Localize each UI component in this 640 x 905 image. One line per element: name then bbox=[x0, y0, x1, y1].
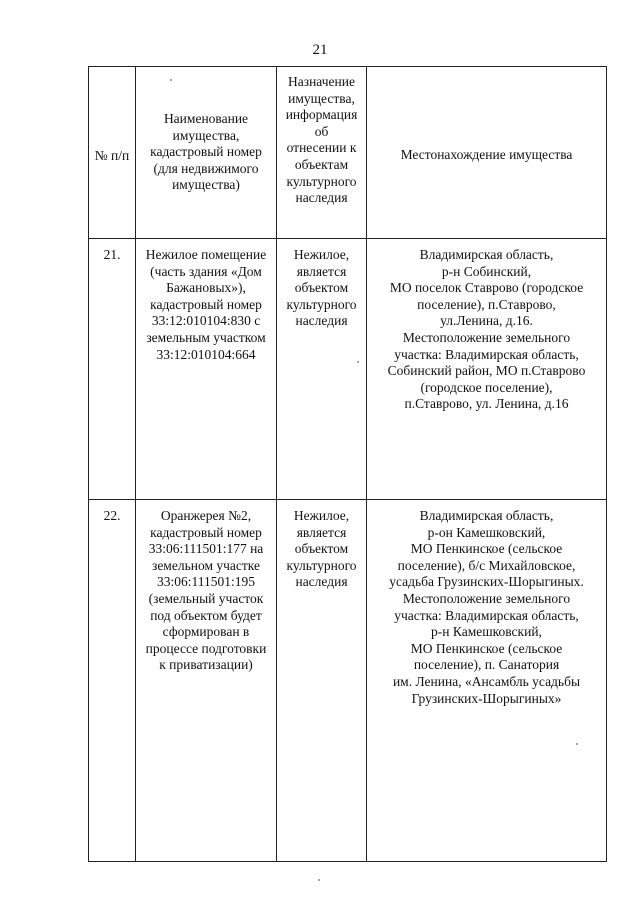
header-location-text: Местонахождение имущества bbox=[400, 147, 573, 163]
scan-speck bbox=[318, 879, 320, 881]
header-name bbox=[136, 67, 277, 239]
header-purpose-text: Назначение имущества, информация об отнесении к объектам культурного наследия bbox=[285, 74, 358, 206]
property-table bbox=[88, 66, 607, 862]
page-number: 21 bbox=[312, 42, 328, 58]
row-location: Владимирская область, р-н Собинский, МО поселок Ставрово (городское поселение), п.Ставрово, ул.Ленина, д.16. Местоположение земельного участка: Владимирская область, Собинский район, МО п.Ставрово (городское поселение), п.Ставрово, ул. Ленина, д.16 bbox=[387, 247, 586, 412]
table-row bbox=[89, 239, 607, 500]
table-header-row bbox=[89, 67, 607, 239]
header-name-text: Наименование имущества, кадастровый номер (для недвижимого имущества) bbox=[150, 111, 262, 193]
scan-speck bbox=[576, 743, 578, 745]
row-location: Владимирская область, р-он Камешковский, МО Пенкинское (сельское поселение), б/с Михайловское, усадьба Грузинских-Шорыгиных. Местоположение земельного участка: Владимирская область, р-н Камешковский, МО Пенкинское (сельское поселение), п. Санатория им. Ленина, «Ансамбль усадьбы Грузинских-Шорыгиных» bbox=[389, 508, 584, 706]
row-number-cell bbox=[89, 239, 136, 500]
row-location-cell bbox=[367, 239, 607, 500]
row-purpose: Нежилое, является объектом культурного наследия bbox=[286, 247, 357, 329]
row-name-cell bbox=[136, 239, 277, 500]
header-purpose bbox=[277, 67, 367, 239]
row-name: Нежилое помещение (часть здания «Дом Бажановых»), кадастровый номер 33:12:010104:830 с земельным участком 33:12:010104:664 bbox=[145, 247, 267, 362]
row-number: 21. bbox=[103, 247, 121, 262]
row-location-cell bbox=[367, 500, 607, 862]
table-row bbox=[89, 500, 607, 862]
header-number bbox=[89, 67, 136, 239]
header-location bbox=[367, 67, 607, 239]
row-purpose-cell bbox=[277, 239, 367, 500]
row-purpose-cell bbox=[277, 500, 367, 862]
header-number-text: № п/п bbox=[94, 148, 130, 164]
row-name-cell bbox=[136, 500, 277, 862]
row-number-cell bbox=[89, 500, 136, 862]
row-purpose: Нежилое, является объектом культурного наследия bbox=[286, 508, 357, 590]
row-name: Оранжерея №2, кадастровый номер 33:06:111501:177 на земельном участке 33:06:111501:195 (земельный участок под объектом будет сформирован в процессе подготовки к приватизации) bbox=[145, 508, 267, 673]
scan-speck bbox=[357, 361, 359, 363]
scan-speck bbox=[170, 79, 172, 81]
row-number: 22. bbox=[103, 508, 121, 523]
